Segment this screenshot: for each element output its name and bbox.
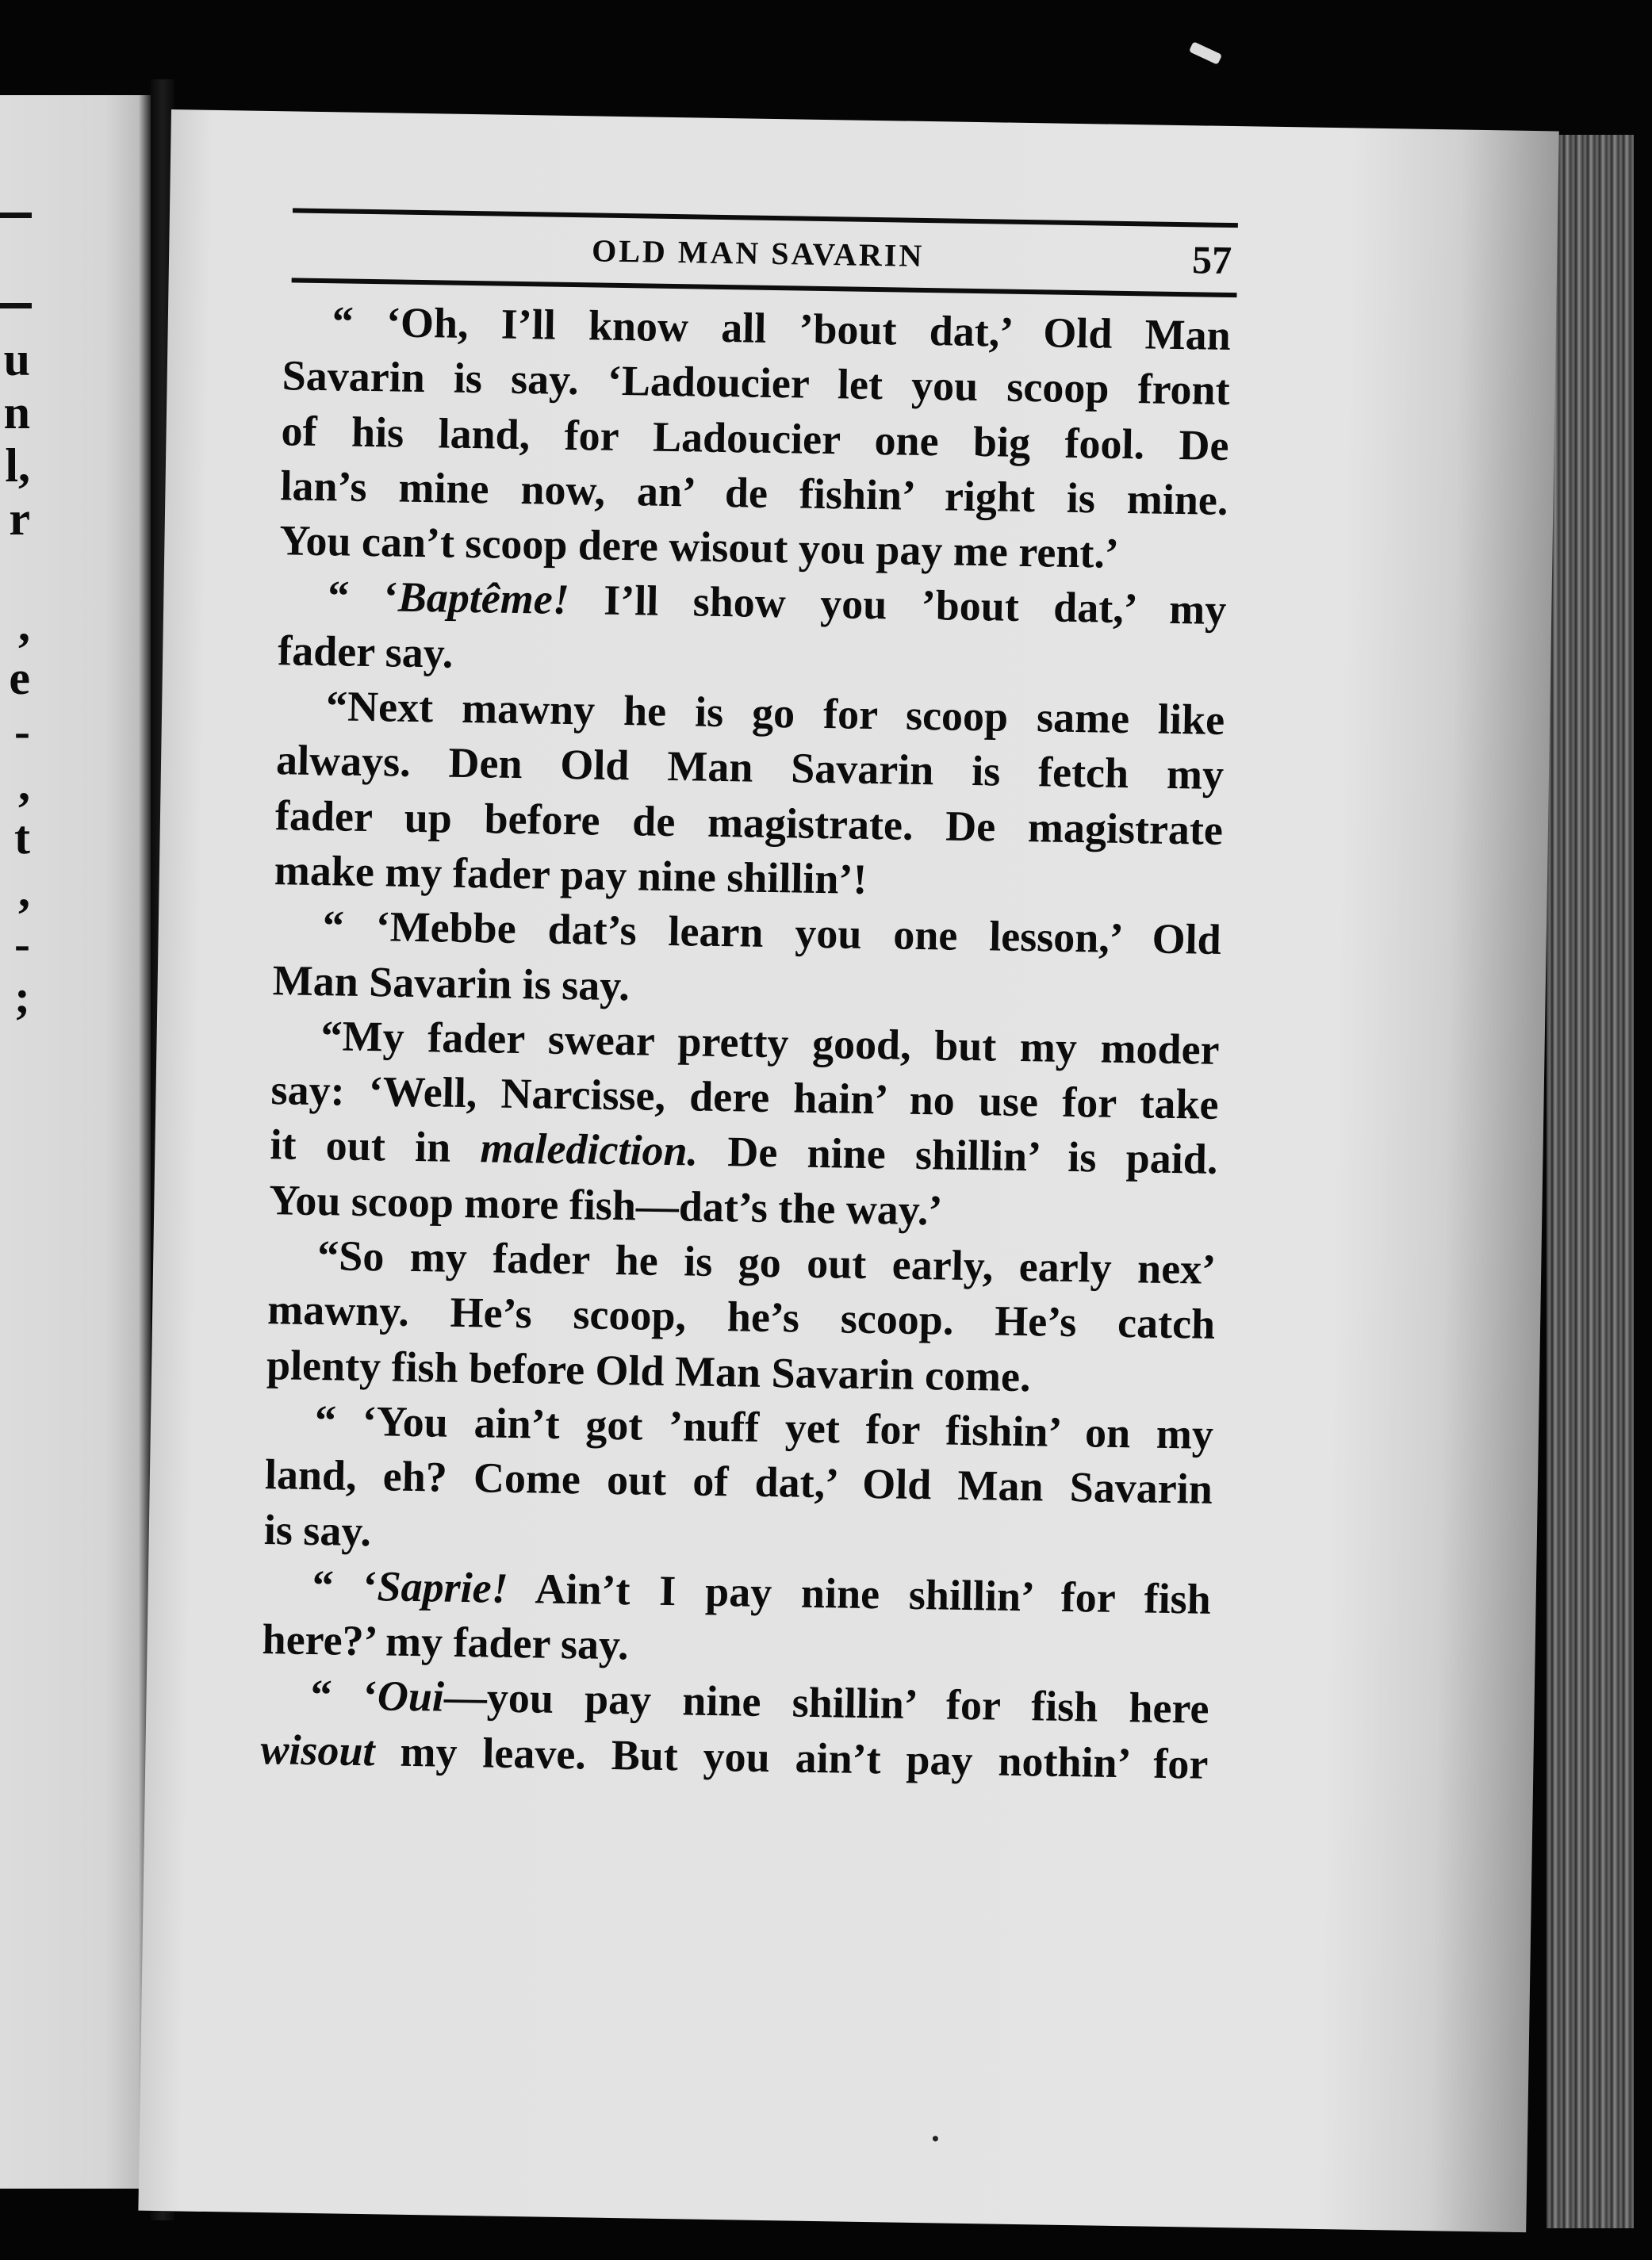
left-page-fragment: e bbox=[9, 652, 30, 704]
text-line: mawny. He’s scoop, he’s scoop. He’s catch bbox=[266, 1285, 1216, 1349]
text-span: “ ‘ bbox=[327, 572, 399, 622]
left-page-fragment: - bbox=[14, 917, 30, 970]
italic-span: wisout bbox=[260, 1725, 376, 1775]
text-line: Man Savarin is say. bbox=[272, 956, 631, 1009]
text-line: land, eh? Come out of dat,’ Old Man Savarin bbox=[264, 1450, 1213, 1514]
left-page-text-fragments bbox=[0, 333, 32, 1024]
page-speck bbox=[933, 2136, 938, 2141]
left-page-fragment: ; bbox=[14, 971, 30, 1023]
left-page-fragment: , bbox=[18, 864, 30, 917]
left-page-fragment: t bbox=[14, 811, 30, 864]
text-span: —you pay nine shillin’ for fish here bbox=[443, 1673, 1209, 1733]
text-span: my leave. But you ain’t pay nothin’ for bbox=[374, 1727, 1209, 1788]
text-line: You can’t scoop dere wisout you pay me rent.’ bbox=[279, 516, 1120, 578]
italic-span: Oui bbox=[377, 1672, 445, 1722]
text-line: “ ‘Mebbe dat’s learn you one lesson,’ Old bbox=[322, 902, 1222, 964]
running-title: OLD MAN SAVARIN bbox=[591, 232, 925, 274]
left-page-fragment: u bbox=[3, 333, 30, 385]
left-facing-page bbox=[0, 95, 151, 2189]
text-span: I’ll show you ’bout dat,’ my bbox=[569, 576, 1227, 634]
text-line: say: ‘Well, Narcisse, dere hain’ no use for take bbox=[270, 1066, 1219, 1129]
left-page-fragment: l, bbox=[5, 439, 30, 492]
text-line: lan’s mine now, an’ de fishin’ right is mine. bbox=[280, 462, 1228, 524]
text-line: You scoop more fish—dat’s the way.’ bbox=[268, 1175, 943, 1235]
text-span: De nine shillin’ is paid. bbox=[697, 1128, 1218, 1184]
text-line: “ ‘Oh, I’ll know all ’bout dat,’ Old Man bbox=[332, 297, 1232, 360]
text-span: it out in bbox=[270, 1120, 481, 1172]
left-page-fragment: , bbox=[18, 758, 30, 810]
text-line: “So my fader he is go out early, early nex’ bbox=[316, 1232, 1217, 1293]
left-page-fragment: r bbox=[9, 492, 30, 545]
text-span: “ ‘ bbox=[310, 1671, 378, 1720]
text-line: Savarin is say. ‘Ladoucier let you scoop front bbox=[282, 351, 1231, 415]
page-number: 57 bbox=[1191, 237, 1232, 283]
text-line: plenty fish before Old Man Savarin come. bbox=[266, 1340, 1031, 1400]
left-page-fragment: , bbox=[18, 599, 30, 651]
left-page-fragment bbox=[0, 546, 32, 599]
film-scratch bbox=[1189, 41, 1222, 65]
text-span: “ ‘ bbox=[312, 1561, 378, 1611]
left-page-fragment: - bbox=[14, 705, 30, 757]
text-line: fader up before de magistrate. De magistrate bbox=[274, 791, 1224, 854]
text-line: fader say. bbox=[277, 626, 454, 677]
italic-span: Baptême! bbox=[397, 573, 570, 624]
text-line: “Next mawny he is go for scoop same like bbox=[325, 682, 1225, 745]
text-block bbox=[260, 208, 1232, 1792]
text-line: here?’ my fader say. bbox=[262, 1615, 630, 1669]
page-edges bbox=[1547, 135, 1634, 2228]
body-text bbox=[260, 293, 1231, 1792]
text-span: Ain’t I pay nine shillin’ for fish bbox=[508, 1564, 1212, 1623]
text-line: always. Den Old Man Savarin is fetch my bbox=[275, 736, 1225, 799]
italic-span: Saprie! bbox=[377, 1562, 509, 1612]
left-page-rule bbox=[0, 213, 32, 218]
text-line: is say. bbox=[263, 1505, 372, 1555]
italic-span: malediction. bbox=[480, 1124, 699, 1176]
left-page-fragment: n bbox=[3, 386, 30, 439]
right-page bbox=[138, 109, 1558, 2232]
left-page-rule bbox=[0, 303, 32, 308]
text-line: of his land, for Ladoucier one big fool. De bbox=[281, 406, 1229, 469]
text-line: “My fader swear pretty good, but my moder bbox=[320, 1011, 1221, 1074]
text-line: make my fader pay nine shillin’! bbox=[274, 846, 868, 903]
text-line: “ ‘You ain’t got ’nuff yet for fishin’ on my bbox=[314, 1396, 1214, 1458]
